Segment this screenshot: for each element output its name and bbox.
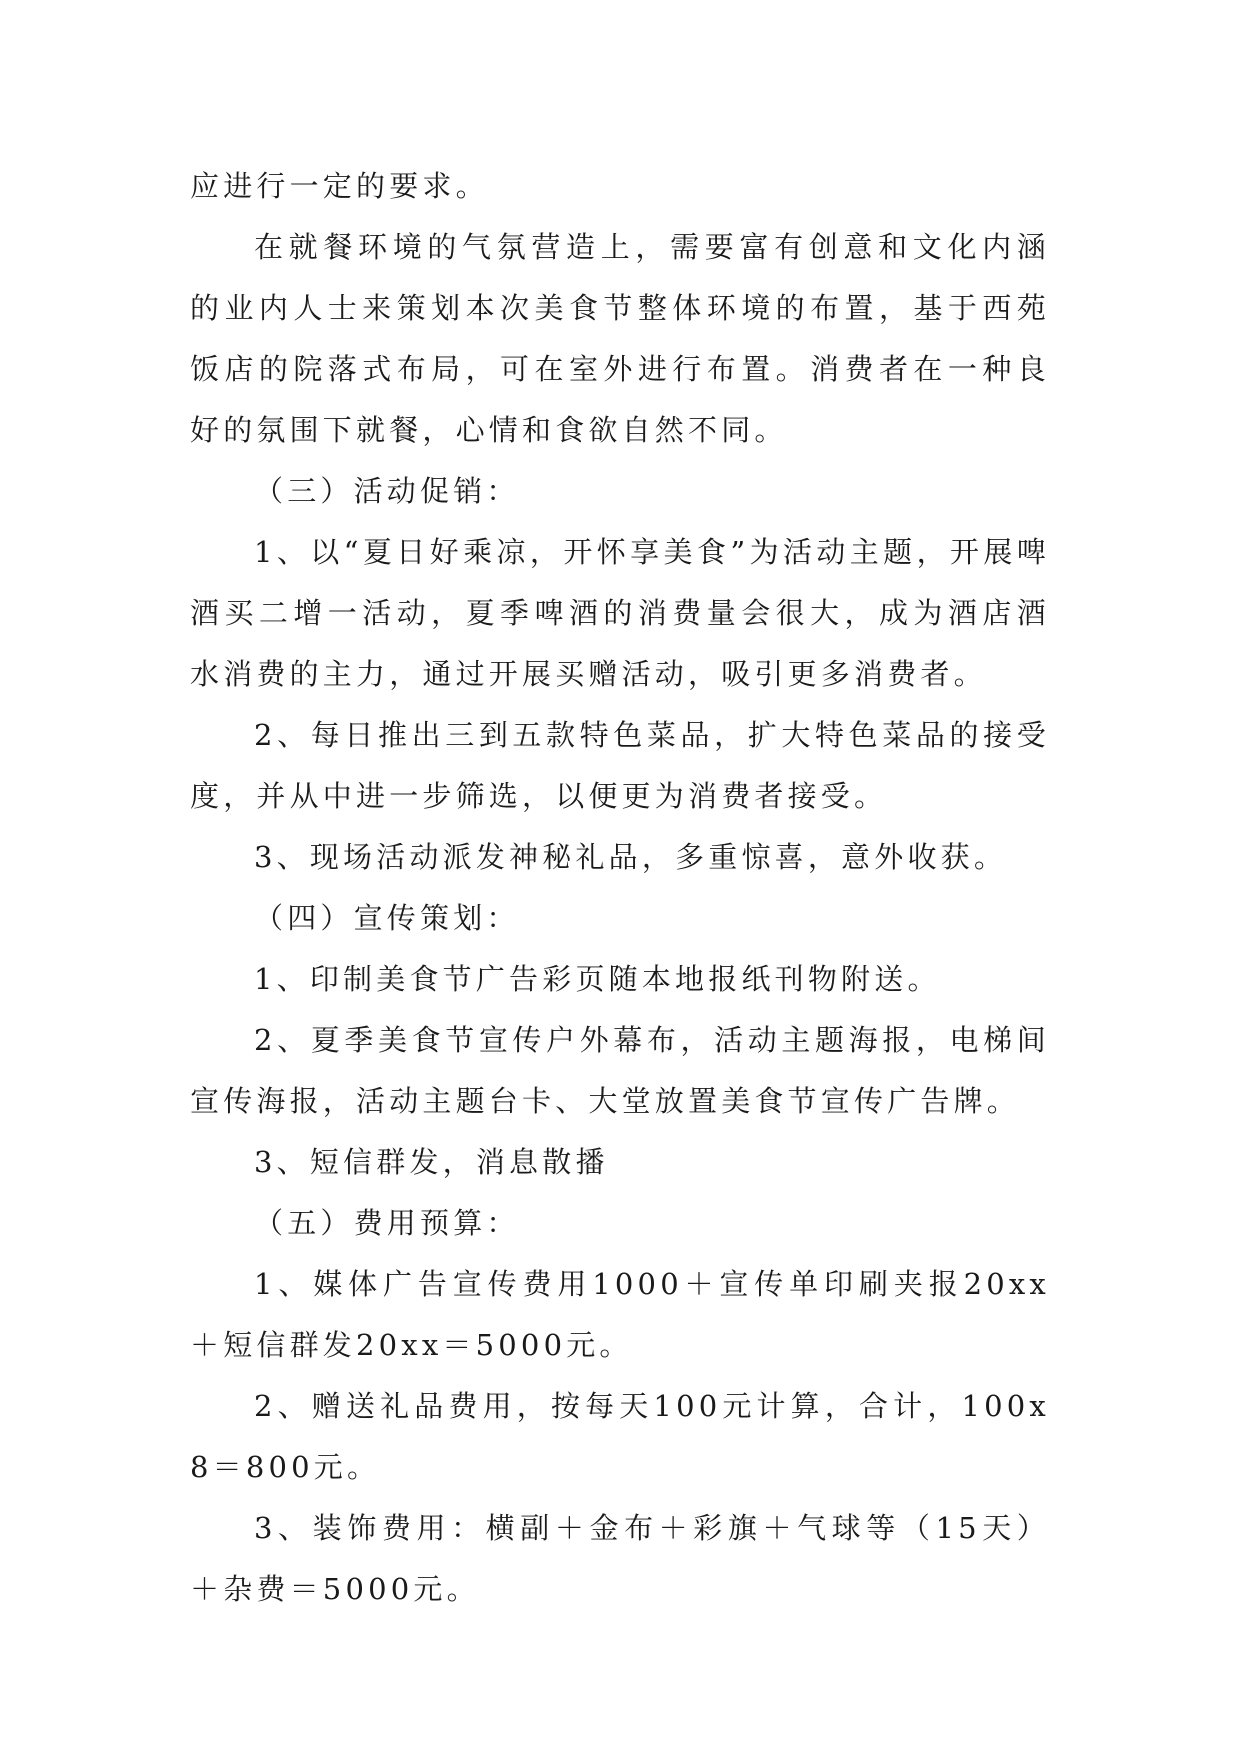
budget-item-3: 3、装饰费用：横副＋金布＋彩旗＋气球等（15天）＋杂费＝5000元。 bbox=[190, 1511, 1050, 1606]
publicity-item-1: 1、印制美食节广告彩页随本地报纸刊物附送。 bbox=[254, 962, 941, 996]
promotion-item-1: 1、以“夏日好乘凉，开怀享美食”为活动主题，开展啤酒买二增一活动，夏季啤酒的消费量会很大，成为酒店酒水消费的主力，通过开展买赠活动，吸引更多消费者。 bbox=[190, 535, 1050, 691]
paragraph-dining-environment: 在就餐环境的气氛营造上，需要富有创意和文化内涵的业内人士来策划本次美食节整体环境的布置，基于西苑饭店的院落式布局，可在室外进行布置。消费者在一种良好的氛围下就餐，心情和食欲自然不同。 bbox=[190, 230, 1050, 447]
paragraph-continuation: 应进行一定的要求。 bbox=[190, 169, 489, 203]
document-body bbox=[190, 156, 1050, 1620]
budget-item-1: 1、媒体广告宣传费用1000＋宣传单印刷夹报20xx＋短信群发20xx＝5000元。 bbox=[190, 1267, 1050, 1362]
publicity-item-3: 3、短信群发，消息散播 bbox=[254, 1145, 609, 1179]
publicity-item-2: 2、夏季美食节宣传户外幕布，活动主题海报，电梯间宣传海报，活动主题台卡、大堂放置美食节宣传广告牌。 bbox=[190, 1023, 1050, 1118]
section-heading-publicity: （四）宣传策划： bbox=[254, 901, 520, 935]
section-heading-promotion: （三）活动促销： bbox=[254, 474, 520, 508]
section-heading-budget: （五）费用预算： bbox=[254, 1206, 520, 1240]
promotion-item-2: 2、每日推出三到五款特色菜品，扩大特色菜品的接受度，并从中进一步筛选，以便更为消费者接受。 bbox=[190, 718, 1050, 813]
promotion-item-3: 3、现场活动派发神秘礼品，多重惊喜，意外收获。 bbox=[254, 840, 1008, 874]
budget-item-2: 2、赠送礼品费用，按每天100元计算，合计，100x8＝800元。 bbox=[190, 1389, 1050, 1484]
